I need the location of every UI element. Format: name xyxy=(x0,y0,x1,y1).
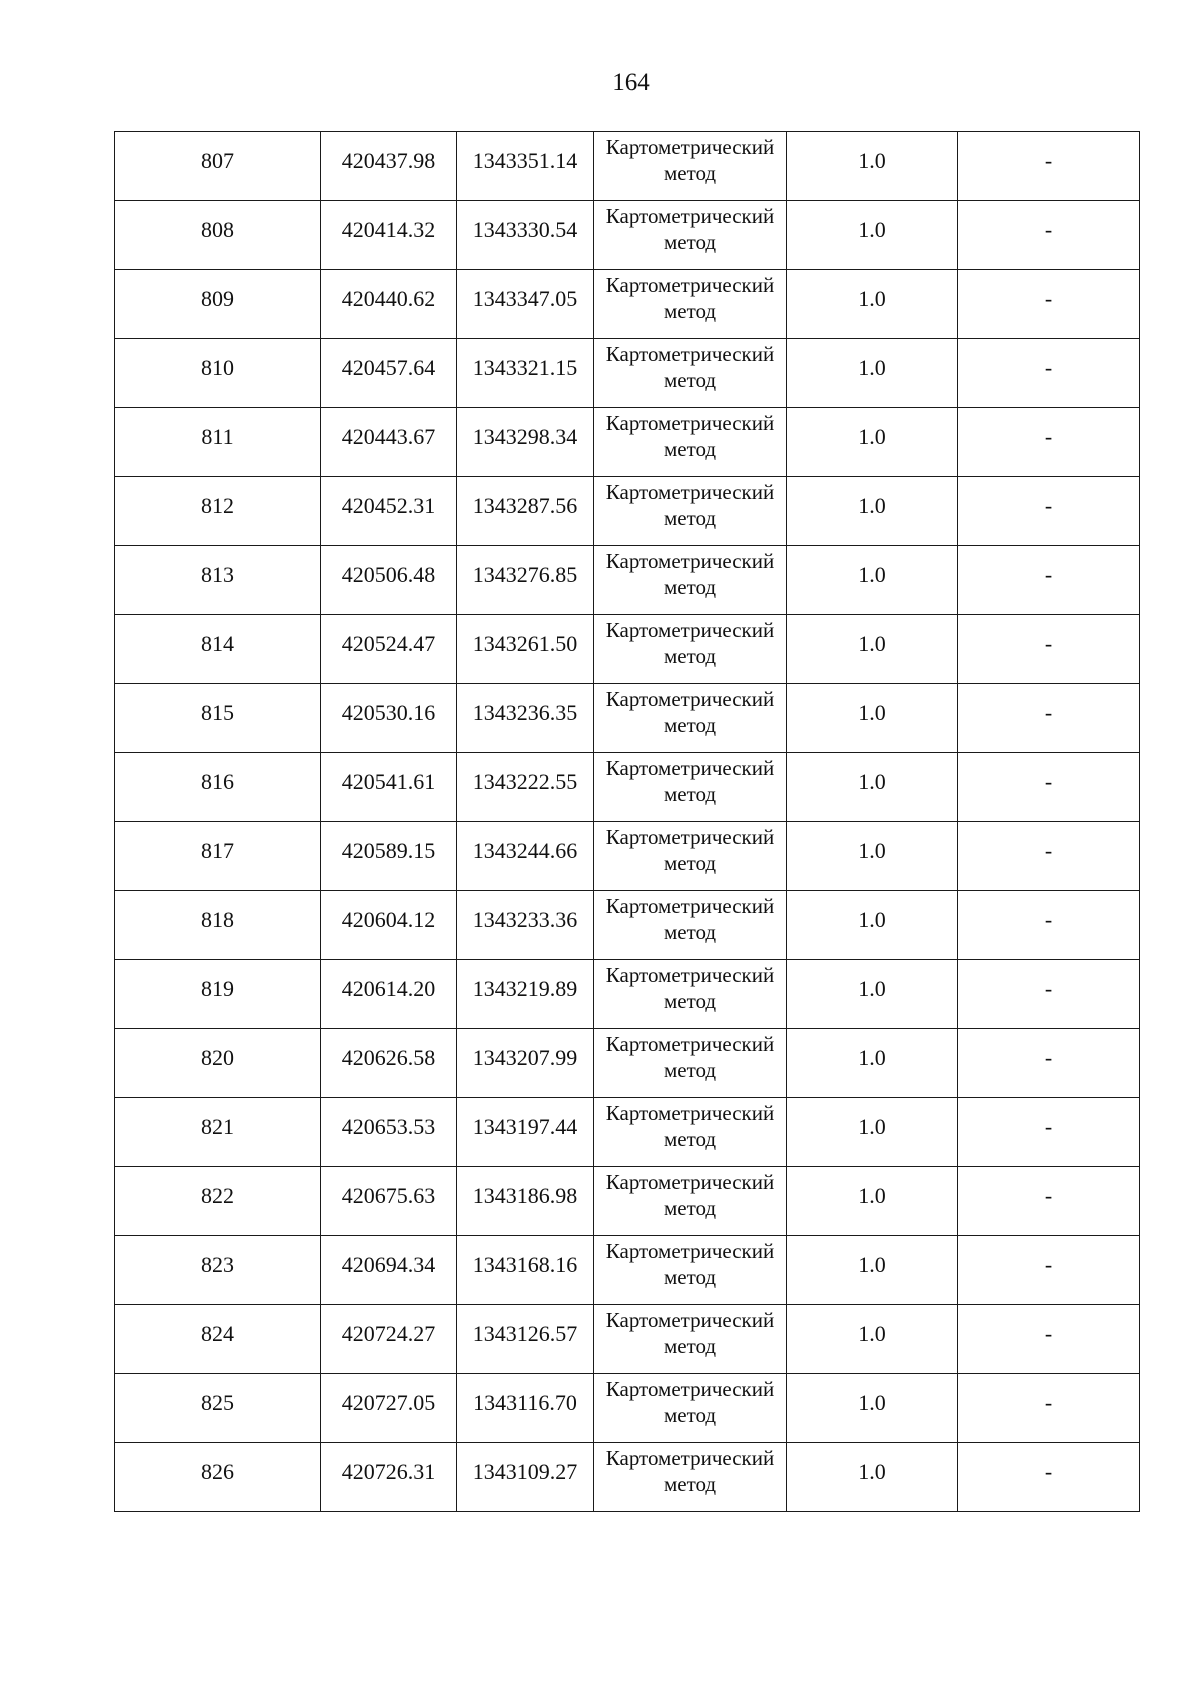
y-coordinate-cell: 1343321.15 xyxy=(457,339,594,408)
table-row xyxy=(115,132,1140,201)
method-line-2: метод xyxy=(663,437,717,461)
x-coordinate-cell: 420530.16 xyxy=(321,684,457,753)
note-cell: - xyxy=(958,1305,1140,1374)
method-cell xyxy=(594,753,787,822)
method-cell xyxy=(594,1443,787,1512)
point-number-cell: 819 xyxy=(115,960,321,1029)
accuracy-cell: 1.0 xyxy=(787,1167,958,1236)
method-line-1: Картометрический xyxy=(605,1308,775,1332)
accuracy-cell: 1.0 xyxy=(787,1236,958,1305)
method-cell xyxy=(594,1167,787,1236)
x-coordinate-cell: 420614.20 xyxy=(321,960,457,1029)
method-cell xyxy=(594,201,787,270)
method-line-2: метод xyxy=(663,644,717,668)
method-line-2: метод xyxy=(663,1058,717,1082)
accuracy-cell: 1.0 xyxy=(787,1374,958,1443)
y-coordinate-cell: 1343222.55 xyxy=(457,753,594,822)
table-row xyxy=(115,1443,1140,1512)
table-row xyxy=(115,1374,1140,1443)
table-row xyxy=(115,201,1140,270)
note-cell: - xyxy=(958,270,1140,339)
method-line-1: Картометрический xyxy=(605,756,775,780)
note-cell: - xyxy=(958,408,1140,477)
x-coordinate-cell: 420653.53 xyxy=(321,1098,457,1167)
y-coordinate-cell: 1343168.16 xyxy=(457,1236,594,1305)
accuracy-cell: 1.0 xyxy=(787,546,958,615)
y-coordinate-cell: 1343109.27 xyxy=(457,1443,594,1512)
x-coordinate-cell: 420727.05 xyxy=(321,1374,457,1443)
y-coordinate-cell: 1343330.54 xyxy=(457,201,594,270)
x-coordinate-cell: 420437.98 xyxy=(321,132,457,201)
method-line-1: Картометрический xyxy=(605,549,775,573)
point-number-cell: 820 xyxy=(115,1029,321,1098)
method-line-2: метод xyxy=(663,299,717,323)
y-coordinate-cell: 1343219.89 xyxy=(457,960,594,1029)
method-line-1: Картометрический xyxy=(605,342,775,366)
method-line-2: метод xyxy=(663,230,717,254)
note-cell: - xyxy=(958,615,1140,684)
x-coordinate-cell: 420457.64 xyxy=(321,339,457,408)
method-line-1: Картометрический xyxy=(605,273,775,297)
method-line-2: метод xyxy=(663,851,717,875)
note-cell: - xyxy=(958,132,1140,201)
y-coordinate-cell: 1343298.34 xyxy=(457,408,594,477)
method-line-2: метод xyxy=(663,575,717,599)
method-line-2: метод xyxy=(663,161,717,185)
x-coordinate-cell: 420506.48 xyxy=(321,546,457,615)
method-line-2: метод xyxy=(663,1127,717,1151)
method-cell xyxy=(594,1374,787,1443)
x-coordinate-cell: 420414.32 xyxy=(321,201,457,270)
point-number-cell: 817 xyxy=(115,822,321,891)
y-coordinate-cell: 1343287.56 xyxy=(457,477,594,546)
point-number-cell: 826 xyxy=(115,1443,321,1512)
point-number-cell: 818 xyxy=(115,891,321,960)
method-cell xyxy=(594,822,787,891)
x-coordinate-cell: 420589.15 xyxy=(321,822,457,891)
point-number-cell: 813 xyxy=(115,546,321,615)
point-number-cell: 821 xyxy=(115,1098,321,1167)
accuracy-cell: 1.0 xyxy=(787,1305,958,1374)
accuracy-cell: 1.0 xyxy=(787,339,958,408)
point-number-cell: 809 xyxy=(115,270,321,339)
method-cell xyxy=(594,546,787,615)
table-row xyxy=(115,477,1140,546)
method-cell xyxy=(594,339,787,408)
note-cell: - xyxy=(958,339,1140,408)
x-coordinate-cell: 420694.34 xyxy=(321,1236,457,1305)
x-coordinate-cell: 420440.62 xyxy=(321,270,457,339)
point-number-cell: 812 xyxy=(115,477,321,546)
note-cell: - xyxy=(958,753,1140,822)
x-coordinate-cell: 420524.47 xyxy=(321,615,457,684)
method-cell xyxy=(594,891,787,960)
method-line-1: Картометрический xyxy=(605,687,775,711)
y-coordinate-cell: 1343347.05 xyxy=(457,270,594,339)
table-row xyxy=(115,1236,1140,1305)
method-line-1: Картометрический xyxy=(605,204,775,228)
method-cell xyxy=(594,270,787,339)
method-line-1: Картометрический xyxy=(605,1377,775,1401)
method-line-1: Картометрический xyxy=(605,1032,775,1056)
note-cell: - xyxy=(958,1236,1140,1305)
point-number-cell: 822 xyxy=(115,1167,321,1236)
x-coordinate-cell: 420726.31 xyxy=(321,1443,457,1512)
note-cell: - xyxy=(958,201,1140,270)
x-coordinate-cell: 420443.67 xyxy=(321,408,457,477)
method-line-2: метод xyxy=(663,713,717,737)
method-cell xyxy=(594,615,787,684)
point-number-cell: 823 xyxy=(115,1236,321,1305)
method-line-1: Картометрический xyxy=(605,135,775,159)
y-coordinate-cell: 1343351.14 xyxy=(457,132,594,201)
table-row xyxy=(115,1305,1140,1374)
note-cell: - xyxy=(958,891,1140,960)
table-row xyxy=(115,408,1140,477)
accuracy-cell: 1.0 xyxy=(787,684,958,753)
accuracy-cell: 1.0 xyxy=(787,753,958,822)
note-cell: - xyxy=(958,477,1140,546)
point-number-cell: 807 xyxy=(115,132,321,201)
point-number-cell: 811 xyxy=(115,408,321,477)
table-row xyxy=(115,684,1140,753)
x-coordinate-cell: 420724.27 xyxy=(321,1305,457,1374)
method-line-1: Картометрический xyxy=(605,480,775,504)
method-line-1: Картометрический xyxy=(605,618,775,642)
accuracy-cell: 1.0 xyxy=(787,822,958,891)
y-coordinate-cell: 1343261.50 xyxy=(457,615,594,684)
y-coordinate-cell: 1343276.85 xyxy=(457,546,594,615)
x-coordinate-cell: 420604.12 xyxy=(321,891,457,960)
coordinates-table xyxy=(114,131,1140,1512)
table-row xyxy=(115,960,1140,1029)
method-line-1: Картометрический xyxy=(605,894,775,918)
note-cell: - xyxy=(958,1167,1140,1236)
method-line-2: метод xyxy=(663,989,717,1013)
note-cell: - xyxy=(958,1098,1140,1167)
accuracy-cell: 1.0 xyxy=(787,408,958,477)
method-cell xyxy=(594,1236,787,1305)
table-row xyxy=(115,822,1140,891)
method-cell xyxy=(594,132,787,201)
point-number-cell: 814 xyxy=(115,615,321,684)
accuracy-cell: 1.0 xyxy=(787,615,958,684)
method-line-1: Картометрический xyxy=(605,1446,775,1470)
accuracy-cell: 1.0 xyxy=(787,1098,958,1167)
accuracy-cell: 1.0 xyxy=(787,477,958,546)
x-coordinate-cell: 420626.58 xyxy=(321,1029,457,1098)
method-line-2: метод xyxy=(663,1472,717,1496)
accuracy-cell: 1.0 xyxy=(787,270,958,339)
method-line-1: Картометрический xyxy=(605,963,775,987)
point-number-cell: 815 xyxy=(115,684,321,753)
accuracy-cell: 1.0 xyxy=(787,960,958,1029)
point-number-cell: 824 xyxy=(115,1305,321,1374)
table-row xyxy=(115,891,1140,960)
method-line-1: Картометрический xyxy=(605,1101,775,1125)
y-coordinate-cell: 1343233.36 xyxy=(457,891,594,960)
x-coordinate-cell: 420675.63 xyxy=(321,1167,457,1236)
note-cell: - xyxy=(958,960,1140,1029)
method-line-1: Картометрический xyxy=(605,1170,775,1194)
method-cell xyxy=(594,1305,787,1374)
y-coordinate-cell: 1343197.44 xyxy=(457,1098,594,1167)
method-cell xyxy=(594,1098,787,1167)
note-cell: - xyxy=(958,1374,1140,1443)
point-number-cell: 825 xyxy=(115,1374,321,1443)
method-line-2: метод xyxy=(663,782,717,806)
page-number: 164 xyxy=(612,69,650,96)
method-line-1: Картометрический xyxy=(605,1239,775,1263)
method-cell xyxy=(594,477,787,546)
accuracy-cell: 1.0 xyxy=(787,891,958,960)
note-cell: - xyxy=(958,822,1140,891)
x-coordinate-cell: 420452.31 xyxy=(321,477,457,546)
table-row xyxy=(115,615,1140,684)
method-cell xyxy=(594,1029,787,1098)
point-number-cell: 810 xyxy=(115,339,321,408)
method-cell xyxy=(594,684,787,753)
y-coordinate-cell: 1343116.70 xyxy=(457,1374,594,1443)
note-cell: - xyxy=(958,1029,1140,1098)
accuracy-cell: 1.0 xyxy=(787,1443,958,1512)
accuracy-cell: 1.0 xyxy=(787,1029,958,1098)
table-row xyxy=(115,1167,1140,1236)
method-line-2: метод xyxy=(663,1265,717,1289)
table-row xyxy=(115,1029,1140,1098)
table-row xyxy=(115,270,1140,339)
y-coordinate-cell: 1343207.99 xyxy=(457,1029,594,1098)
method-line-2: метод xyxy=(663,1403,717,1427)
table-row xyxy=(115,753,1140,822)
table-row xyxy=(115,546,1140,615)
y-coordinate-cell: 1343244.66 xyxy=(457,822,594,891)
accuracy-cell: 1.0 xyxy=(787,132,958,201)
method-line-2: метод xyxy=(663,1334,717,1358)
y-coordinate-cell: 1343186.98 xyxy=(457,1167,594,1236)
table-body xyxy=(115,132,1140,1512)
note-cell: - xyxy=(958,684,1140,753)
note-cell: - xyxy=(958,546,1140,615)
note-cell: - xyxy=(958,1443,1140,1512)
method-line-2: метод xyxy=(663,506,717,530)
method-line-2: метод xyxy=(663,1196,717,1220)
point-number-cell: 808 xyxy=(115,201,321,270)
method-cell xyxy=(594,408,787,477)
method-line-2: метод xyxy=(663,368,717,392)
x-coordinate-cell: 420541.61 xyxy=(321,753,457,822)
point-number-cell: 816 xyxy=(115,753,321,822)
method-line-1: Картометрический xyxy=(605,411,775,435)
y-coordinate-cell: 1343126.57 xyxy=(457,1305,594,1374)
method-cell xyxy=(594,960,787,1029)
table-row xyxy=(115,339,1140,408)
accuracy-cell: 1.0 xyxy=(787,201,958,270)
y-coordinate-cell: 1343236.35 xyxy=(457,684,594,753)
method-line-1: Картометрический xyxy=(605,825,775,849)
method-line-2: метод xyxy=(663,920,717,944)
table-row xyxy=(115,1098,1140,1167)
